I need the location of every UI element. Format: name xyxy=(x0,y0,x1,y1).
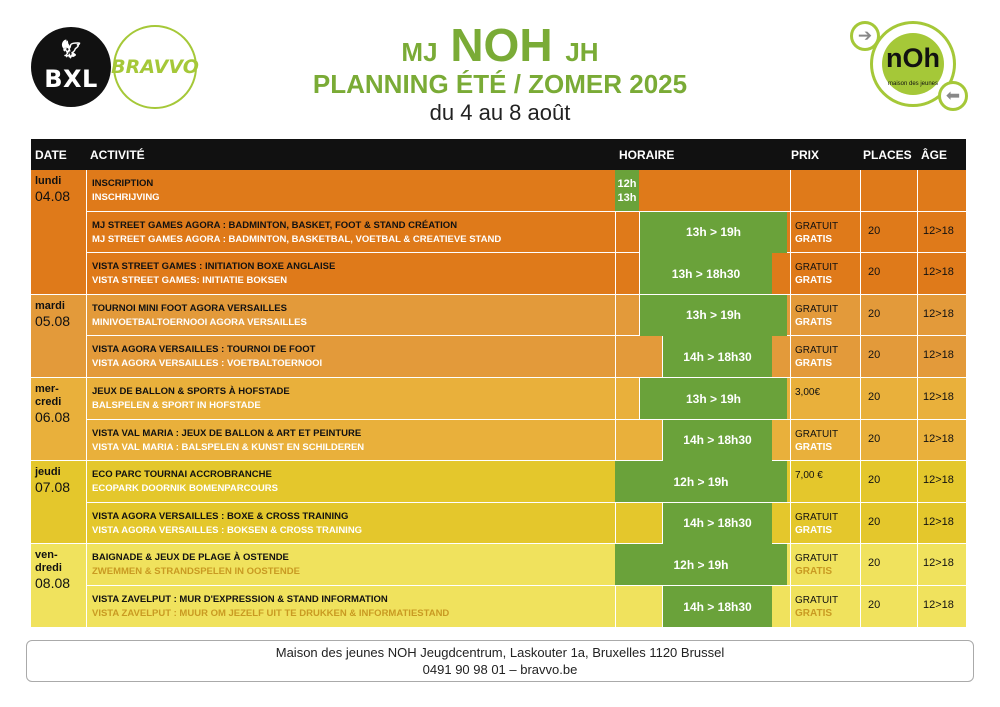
noh-inner xyxy=(882,33,944,95)
age-cell: 12>18 xyxy=(917,544,966,585)
title-left: MJ xyxy=(401,37,438,67)
activity-nl: BALSPELEN & SPORT IN HOFSTADE xyxy=(92,400,261,411)
day-date: 06.08 xyxy=(35,409,71,425)
prix-fr: GRATUIT xyxy=(795,428,839,440)
horaire-bar: 12h > 19h xyxy=(615,461,787,502)
table-row xyxy=(87,503,966,544)
page-subtitle: PLANNING ÉTÉ / ZOMER 2025 xyxy=(312,69,688,99)
prix-fr: 7,00 € xyxy=(795,470,823,482)
day-cell xyxy=(31,544,86,626)
title-main: NOH xyxy=(450,19,553,71)
day-name: mardi xyxy=(35,299,65,312)
horaire-gap xyxy=(615,420,662,461)
places-cell: 20 xyxy=(860,378,917,419)
col-date: DATE xyxy=(35,148,67,162)
activity-nl: ECOPARK DOORNIK BOMENPARCOURS xyxy=(92,483,278,495)
page-title xyxy=(300,19,700,75)
bxl-logo xyxy=(31,27,111,107)
prix-cell xyxy=(790,295,860,336)
horaire-bar: 14h > 18h30 xyxy=(662,503,772,544)
table-row xyxy=(87,170,966,211)
bird-icon: 🦅︎ xyxy=(59,39,83,60)
prix-fr: GRATUIT xyxy=(795,220,839,232)
footer xyxy=(26,640,974,682)
places-cell: 20 xyxy=(860,212,917,253)
activity-fr: TOURNOI MINI FOOT AGORA VERSAILLES xyxy=(92,302,287,314)
bravvo-logo: BRAVVO xyxy=(113,25,197,109)
prix-fr: GRATUIT xyxy=(795,595,839,606)
prix-nl: GRATIS xyxy=(795,233,833,245)
day-date: 07.08 xyxy=(35,479,71,496)
activity-fr: INSCRIPTION xyxy=(92,178,154,189)
prix-nl: GRATIS xyxy=(795,275,833,287)
activity-nl: ZWEMMEN & STRANDSPELEN IN OOSTENDE xyxy=(92,566,300,578)
prix-cell xyxy=(790,336,860,377)
places-cell: 20 xyxy=(860,461,917,502)
day-cell xyxy=(31,378,86,460)
activity-cell xyxy=(87,586,615,627)
activity-nl: VISTA VAL MARIA : BALSPELEN & KUNST EN SCHILDEREN xyxy=(92,441,365,453)
horaire-gap xyxy=(615,253,639,294)
col-age: ÂGE xyxy=(921,148,948,162)
activity-fr: VISTA VAL MARIA : JEUX DE BALLON & ART ET PEINTURE xyxy=(92,427,362,439)
day-date: 04.08 xyxy=(35,188,71,204)
age-cell: 12>18 xyxy=(917,295,966,336)
horaire-gap xyxy=(615,378,639,419)
table-row xyxy=(87,253,966,294)
table-row xyxy=(87,295,966,336)
prix-fr: 3,00€ xyxy=(795,387,821,398)
horaire-gap xyxy=(615,212,639,253)
activity-fr: ECO PARC TOURNAI ACCROBRANCHE xyxy=(92,469,272,481)
activity-fr: BAIGNADE & JEUX DE PLAGE À OSTENDE xyxy=(92,552,289,564)
footer-contact: 0491 90 98 01 – bravvo.be xyxy=(422,662,578,677)
activity-nl: VISTA AGORA VERSAILLES : BOKSEN & CROSS TRAINING xyxy=(92,524,363,536)
date-range: du 4 au 8 août xyxy=(429,100,571,125)
horaire-bar: 13h > 19h xyxy=(639,212,787,253)
arrow-right-icon: ➔ xyxy=(850,21,880,51)
age-cell xyxy=(917,170,966,211)
table-row xyxy=(87,586,966,627)
age-cell: 12>18 xyxy=(917,378,966,419)
noh-logo-subtext: maison des jeunes xyxy=(887,81,939,87)
horaire-gap xyxy=(615,586,662,627)
day-name: ven- dredi xyxy=(35,549,62,575)
activity-fr: VISTA ZAVELPUT : MUR D'EXPRESSION & STAND INFORMATION xyxy=(92,594,388,605)
places-cell: 20 xyxy=(860,503,917,544)
prix-nl: GRATIS xyxy=(795,358,833,370)
horaire-bar: 13h > 19h xyxy=(639,378,787,419)
horaire-gap xyxy=(615,295,639,336)
day-name: mer- credi xyxy=(35,383,62,408)
horaire-gap xyxy=(615,336,662,377)
activity-fr: VISTA AGORA VERSAILLES : BOXE & CROSS TRAINING xyxy=(92,510,349,522)
activity-cell xyxy=(87,420,615,461)
age-cell: 12>18 xyxy=(917,420,966,461)
activity-cell xyxy=(87,212,615,253)
table-row xyxy=(87,461,966,502)
places-cell: 20 xyxy=(860,253,917,294)
horaire-bar: 14h > 18h30 xyxy=(662,420,772,461)
prix-fr: GRATUIT xyxy=(795,345,839,357)
horaire-bar: 13h > 18h30 xyxy=(639,253,772,294)
day-cell xyxy=(31,461,86,543)
prix-cell xyxy=(790,212,860,253)
horaire-bar: 12h > 19h xyxy=(615,544,787,585)
table-header xyxy=(31,139,966,170)
noh-logo-text: nOh xyxy=(886,43,940,73)
age-cell: 12>18 xyxy=(917,253,966,294)
activity-cell xyxy=(87,336,615,377)
schedule-table xyxy=(31,139,966,628)
col-prix: PRIX xyxy=(791,148,820,162)
activity-fr: VISTA STREET GAMES : INITIATION BOXE ANGLAISE xyxy=(92,261,336,273)
horaire-bar: 14h > 18h30 xyxy=(662,336,772,377)
activity-nl: MINIVOETBALTOERNOOI AGORA VERSAILLES xyxy=(92,316,307,328)
prix-nl: GRATIS xyxy=(795,566,833,578)
horaire-bar: 12h 13h xyxy=(615,170,639,211)
activity-cell xyxy=(87,503,615,544)
day-cell xyxy=(31,170,86,294)
prix-cell xyxy=(790,420,860,461)
table-row xyxy=(87,336,966,377)
prix-cell xyxy=(790,586,860,627)
activity-fr: VISTA AGORA VERSAILLES : TOURNOI DE FOOT xyxy=(92,344,316,356)
activity-nl: VISTA AGORA VERSAILLES : VOETBALTOERNOOI xyxy=(92,358,323,370)
noh-logo xyxy=(850,15,970,115)
prix-cell xyxy=(790,461,860,502)
activity-cell xyxy=(87,253,615,294)
day-date: 08.08 xyxy=(35,575,71,592)
title-right: JH xyxy=(565,37,599,67)
table-row xyxy=(87,378,966,419)
activity-cell xyxy=(87,170,615,211)
places-cell: 20 xyxy=(860,295,917,336)
age-cell: 12>18 xyxy=(917,503,966,544)
prix-fr: GRATUIT xyxy=(795,511,839,523)
age-cell: 12>18 xyxy=(917,336,966,377)
prix-cell xyxy=(790,170,860,211)
age-cell: 12>18 xyxy=(917,586,966,627)
activity-cell xyxy=(87,295,615,336)
prix-cell xyxy=(790,544,860,585)
age-cell: 12>18 xyxy=(917,461,966,502)
table-row xyxy=(87,212,966,253)
horaire-gap xyxy=(615,503,662,544)
places-cell xyxy=(860,170,917,211)
horaire-bar: 14h > 18h30 xyxy=(662,586,772,627)
activity-nl: VISTA ZAVELPUT : MUUR OM JEZELF UIT TE DRUKKEN & INFORMATIESTAND xyxy=(92,608,450,619)
prix-fr: GRATUIT xyxy=(795,262,839,274)
arrow-left-icon: ⬅ xyxy=(938,81,968,111)
activity-cell xyxy=(87,378,615,419)
places-cell: 20 xyxy=(860,420,917,461)
footer-address: Maison des jeunes NOH Jeugdcentrum, Laskouter 1a, Bruxelles 1120 Brussel xyxy=(275,645,725,660)
prix-nl: GRATIS xyxy=(795,316,833,328)
col-activite: ACTIVITÉ xyxy=(90,148,145,162)
prix-nl: GRATIS xyxy=(795,524,833,536)
prix-cell xyxy=(790,503,860,544)
day-name: jeudi xyxy=(35,466,61,479)
prix-cell xyxy=(790,253,860,294)
bxl-logo-text: BXL xyxy=(44,65,98,93)
col-places: PLACES xyxy=(863,148,912,162)
age-cell: 12>18 xyxy=(917,212,966,253)
prix-cell xyxy=(790,378,860,419)
prix-fr: GRATUIT xyxy=(795,553,839,565)
col-horaire: HORAIRE xyxy=(619,148,675,162)
prix-nl: GRATIS xyxy=(795,608,833,619)
prix-fr: GRATUIT xyxy=(795,303,839,315)
activity-nl: VISTA STREET GAMES: INITIATIE BOKSEN xyxy=(92,275,288,287)
day-date: 05.08 xyxy=(35,312,71,329)
activity-nl: MJ STREET GAMES AGORA : BADMINTON, BASKETBAL, VOETBAL & CREATIEVE STAND xyxy=(92,233,502,245)
table-row xyxy=(87,544,966,585)
horaire-bar: 13h > 19h xyxy=(639,295,787,336)
places-cell: 20 xyxy=(860,336,917,377)
day-name: lundi xyxy=(35,175,62,187)
places-cell: 20 xyxy=(860,586,917,627)
activity-fr: MJ STREET GAMES AGORA : BADMINTON, BASKET, FOOT & STAND CRÉATION xyxy=(92,219,458,231)
activity-fr: JEUX DE BALLON & SPORTS À HOFSTADE xyxy=(92,386,290,397)
day-cell xyxy=(31,295,86,377)
activity-cell xyxy=(87,544,615,585)
prix-nl: GRATIS xyxy=(795,441,833,453)
activity-cell xyxy=(87,461,615,502)
places-cell: 20 xyxy=(860,544,917,585)
activity-nl: INSCHRIJVING xyxy=(92,192,160,203)
table-row xyxy=(87,420,966,461)
